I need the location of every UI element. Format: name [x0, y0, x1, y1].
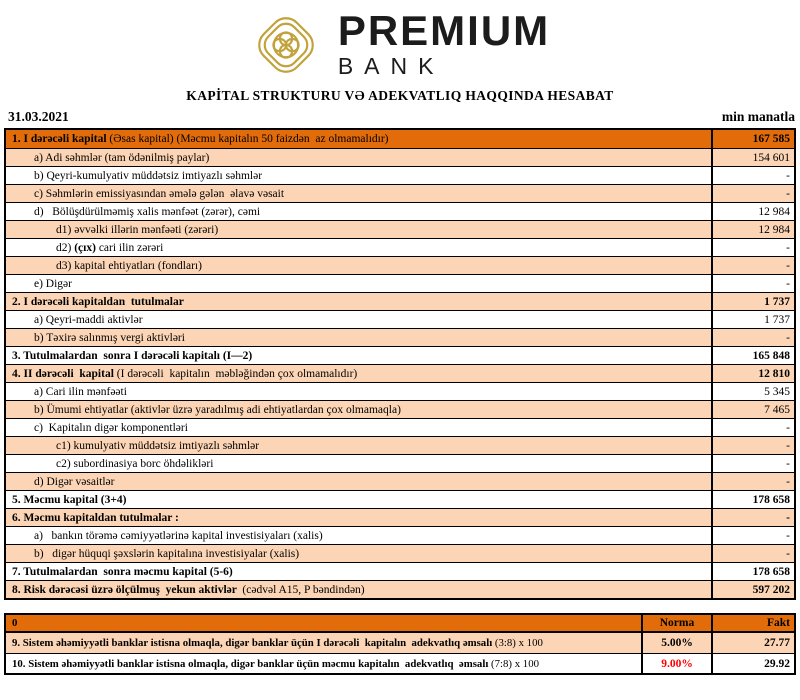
report-meta — [0, 109, 800, 128]
capital-table — [4, 128, 796, 600]
row-label — [6, 185, 711, 202]
row-value: - — [711, 257, 794, 274]
label-segment: a) bankın törəmə cəmiyyətlərinə kapital investisiyaları (xalis) — [34, 529, 323, 542]
table-row — [6, 580, 794, 598]
label-segment: (7:8) x 100 — [488, 657, 539, 670]
row-label — [6, 563, 711, 580]
report-date: 31.03.2021 — [8, 109, 69, 124]
label-segment: a) Qeyri-maddi aktivlər — [34, 313, 143, 326]
label-segment: (3:8) x 100 — [492, 637, 543, 649]
row-value: - — [711, 527, 794, 544]
label-bold-segment: 4. II dərəcəli kapital — [12, 367, 114, 380]
table-row — [6, 166, 794, 184]
report-title: KAPİTAL STRUKTURU VƏ ADEKVATLIQ HAQQINDA HESABAT — [186, 88, 614, 103]
row-value: - — [711, 473, 794, 490]
row-label — [6, 473, 711, 490]
row-value: 597 202 — [711, 581, 794, 598]
table-row — [6, 400, 794, 418]
row-label — [6, 365, 711, 382]
logo-wordmark — [337, 7, 551, 79]
row-label — [6, 239, 711, 256]
label-bold-segment: 3. Tutulmalardan sonra I dərəcəli kapitalı (I—2) — [12, 349, 253, 362]
table-row — [6, 382, 794, 400]
row-label — [6, 545, 711, 562]
label-bold-segment: 6. Məcmu kapitaldan tutulmalar : — [12, 511, 179, 524]
adequacy-row — [6, 633, 794, 653]
row-label — [6, 293, 711, 310]
row-value: - — [711, 275, 794, 292]
row-value: - — [711, 437, 794, 454]
row-value: - — [711, 545, 794, 562]
table-row — [6, 508, 794, 526]
row-label — [6, 437, 711, 454]
norma-value: 9.00% — [641, 654, 711, 673]
row-value: 1 737 — [711, 311, 794, 328]
row-label — [6, 257, 711, 274]
row-label — [6, 275, 711, 292]
table-row — [6, 238, 794, 256]
table-row — [6, 544, 794, 562]
row-value: 165 848 — [711, 347, 794, 364]
row-value: 178 658 — [711, 563, 794, 580]
row-value: 7 465 — [711, 401, 794, 418]
label-segment: d) Bölüşdürülməmiş xalis mənfəət (zərər), cəmi — [34, 205, 261, 218]
row-label — [6, 311, 711, 328]
row-label — [6, 329, 711, 346]
table-row — [6, 184, 794, 202]
label-segment: (I dərəcəli kapitalın məbləğindən çox olmamalıdır) — [113, 367, 358, 380]
table-row — [6, 328, 794, 346]
row-value: - — [711, 455, 794, 472]
row-value: - — [711, 185, 794, 202]
label-segment: c2) subordinasiya borc öhdəlikləri — [56, 457, 214, 470]
adequacy-header-zero: 0 — [12, 617, 18, 629]
label-segment: c) Kapitalın digər komponentləri — [34, 421, 188, 434]
knot-icon — [250, 9, 322, 81]
label-segment: b) digər hüquqi şəxslərin kapitalına investisiyalar (xalis) — [34, 547, 300, 560]
adequacy-row — [6, 653, 794, 673]
label-bold-segment: 1. I dərəcəli kapital — [12, 133, 107, 145]
row-label — [6, 149, 711, 166]
row-label — [6, 347, 711, 364]
label-segment: (Əsas kapital) (Məcmu kapitalın 50 faizdən az olmamalıdır) — [106, 133, 389, 145]
adequacy-row-label — [6, 633, 641, 653]
table-row — [6, 526, 794, 544]
table-row — [6, 418, 794, 436]
row-label — [6, 401, 711, 418]
row-value: - — [711, 419, 794, 436]
label-segment: d) Digər vəsaitlər — [34, 475, 115, 488]
label-segment: c1) kumulyativ müddətsiz imtiyazlı səhmlər — [56, 439, 260, 452]
row-label — [6, 221, 711, 238]
row-value: 167 585 — [711, 130, 794, 148]
label-segment: a) Adi səhmlər (tam ödənilmiş paylar) — [34, 151, 210, 164]
label-segment: b) Ümumi ehtiyatlar (aktivlər üzrə yaradılmış adi ehtiyatlardan çox olmamaqla) — [34, 403, 401, 416]
label-segment: d1) əvvəlki illərin mənfəəti (zərəri) — [56, 223, 219, 236]
row-value: 12 810 — [711, 365, 794, 382]
label-bold-segment: 7. Tutulmalardan sonra məcmu kapital (5-6) — [12, 565, 233, 578]
adequacy-header-fakt: Fakt — [711, 615, 794, 631]
label-segment: c) Səhmlərin emissiyasından əmələ gələn əlavə vəsait — [34, 187, 285, 200]
row-label — [6, 203, 711, 220]
label-segment: (cədvəl A15, P bəndindən) — [239, 583, 365, 596]
table-row — [6, 436, 794, 454]
table-row — [6, 472, 794, 490]
label-segment: e) Digər — [34, 277, 72, 290]
table-row — [6, 346, 794, 364]
row-value: - — [711, 239, 794, 256]
table-row — [6, 454, 794, 472]
label-segment: d3) kapital ehtiyatları (fondları) — [56, 259, 202, 272]
row-label — [6, 491, 711, 508]
table-row — [6, 202, 794, 220]
row-value: - — [711, 329, 794, 346]
logo-bank-text: BANK — [337, 53, 445, 79]
adequacy-header-norma: Norma — [641, 615, 711, 631]
adequacy-table — [4, 613, 796, 675]
row-value: - — [711, 509, 794, 526]
row-value: 154 601 — [711, 149, 794, 166]
table-row — [6, 490, 794, 508]
row-label — [6, 455, 711, 472]
norma-value: 5.00% — [641, 633, 711, 653]
label-bold-segment: 10. Sistem əhəmiyyətli banklar istisna olmaqla, digər banklar üçün məcmu kapitalın adekvatlıq əmsalı — [12, 657, 489, 670]
adequacy-row-label — [6, 654, 641, 673]
row-label — [6, 509, 711, 526]
label-bold-segment: 5. Məcmu kapital (3+4) — [12, 493, 127, 506]
row-value: - — [711, 167, 794, 184]
report-unit: min manatla — [721, 109, 795, 124]
row-label — [6, 130, 711, 148]
label-segment: d2) — [56, 241, 75, 254]
table-row — [6, 256, 794, 274]
table-row — [6, 130, 794, 148]
fakt-value: 27.77 — [711, 633, 794, 653]
row-label — [6, 167, 711, 184]
label-segment: b) Təxirə salınmış vergi aktivləri — [34, 331, 185, 344]
label-segment: a) Cari ilin mənfəəti — [34, 385, 127, 398]
logo-premium-text: PREMIUM — [337, 7, 551, 54]
table-row — [6, 274, 794, 292]
label-bold-segment: 9. Sistem əhəmiyyətli banklar istisna olmaqla, digər banklar üçün I dərəcəli kapitalın adekvatlıq əmsalı — [12, 637, 493, 649]
table-row — [6, 310, 794, 328]
row-value: 1 737 — [711, 293, 794, 310]
fakt-value: 29.92 — [711, 654, 794, 673]
row-label — [6, 419, 711, 436]
row-value: 12 984 — [711, 203, 794, 220]
row-label — [6, 581, 711, 598]
row-value: 5 345 — [711, 383, 794, 400]
table-row — [6, 220, 794, 238]
row-value: 12 984 — [711, 221, 794, 238]
label-segment: b) Qeyri-kumulyativ müddətsiz imtiyazlı səhmlər — [34, 169, 263, 182]
table-row — [6, 148, 794, 166]
label-bold-segment: (çıx) — [74, 241, 96, 254]
row-label — [6, 527, 711, 544]
label-bold-segment: 8. Risk dərəcəsi üzrə ölçülmuş yekun aktivlər — [12, 583, 240, 596]
label-bold-segment: 2. I dərəcəli kapitaldan tutulmalar — [12, 295, 184, 308]
adequacy-header-row — [6, 615, 794, 633]
row-value: 178 658 — [711, 491, 794, 508]
bank-logo — [0, 0, 800, 84]
row-label — [6, 383, 711, 400]
label-segment: cari ilin zərəri — [95, 241, 164, 254]
table-row — [6, 364, 794, 382]
table-row — [6, 292, 794, 310]
table-row — [6, 562, 794, 580]
